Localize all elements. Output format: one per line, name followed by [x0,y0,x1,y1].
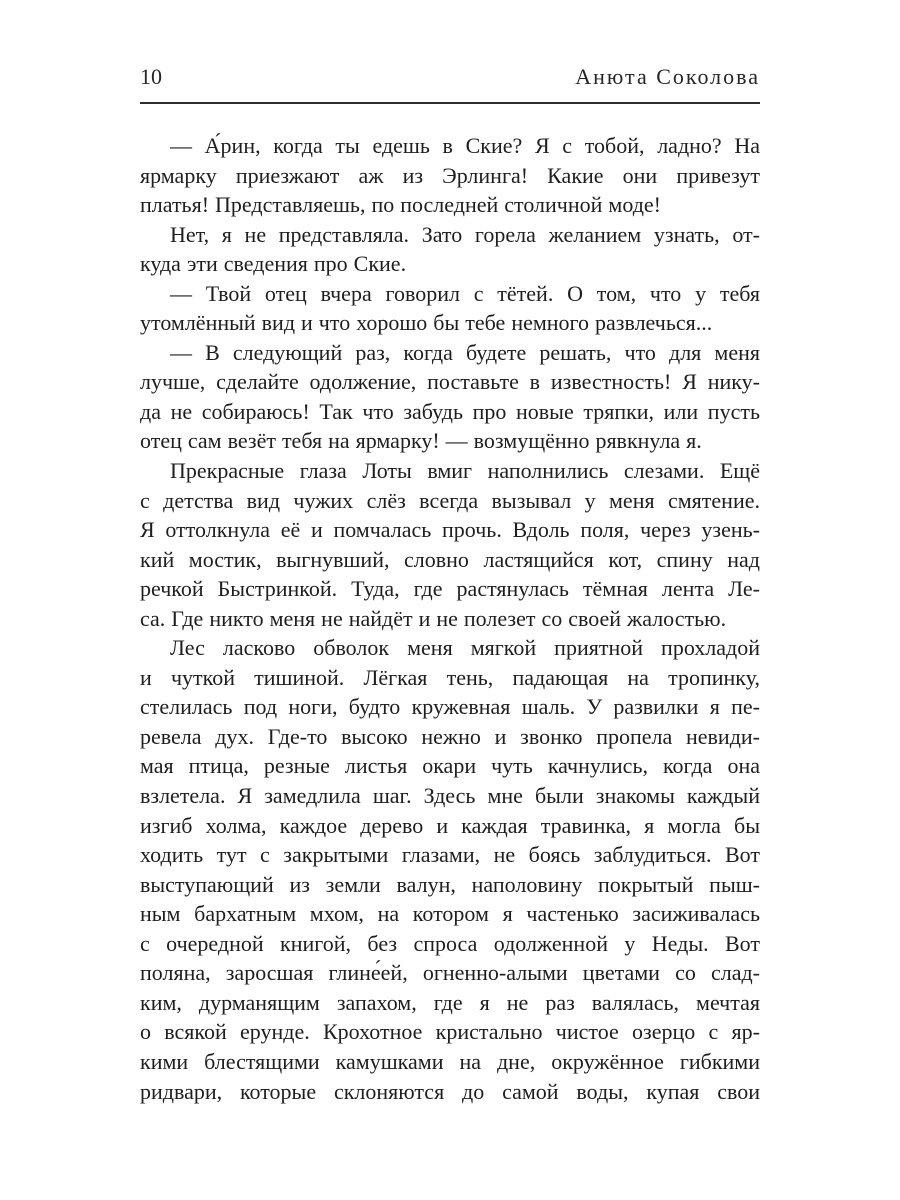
text-line: о всякой ерунде. Крохотное кристально чистое озерцо с яр- [140,1019,760,1045]
text-line: стелилась под ноги, будто кружевная шаль. У развилки я пе- [140,694,760,720]
text-line: Лес ласково обволок меня мягкой приятной прохладой [170,635,760,661]
text-line: утомлённый вид и что хорошо бы тебе немного развлечься... [140,310,713,336]
paragraph [140,131,760,220]
text-line: изгиб холма, каждое дерево и каждая травинка, я могла бы [140,812,760,838]
text-line: с детства вид чужих слёз всегда вызывал у меня смятение. [140,487,760,513]
text-line: Нет, я не представляла. Зато горела желанием узнать, от- [170,221,760,247]
text-line: мая птица, резные листья окари чуть качнулись, когда она [140,753,760,779]
text-line: ным бархатным мхом, на котором я частенько засиживалась [140,901,760,927]
text-line: да не собираюсь! Так что забудь про новые тряпки, или пусть [140,398,760,424]
text-line: взлетела. Я замедлила шаг. Здесь мне были знакомы каждый [140,783,760,809]
text-line: поляна, заросшая глине́ей, огненно-алыми цветами со слад- [140,960,760,986]
text-line: куда эти сведения про Ские. [140,251,407,277]
text-line: отец сам везёт тебя на ярмарку! — возмущённо рявкнула я. [140,428,702,454]
paragraph [140,220,760,279]
text-line: лучше, сделайте одолжение, поставьте в известность! Я нику- [140,369,760,395]
text-line: и чуткой тишиной. Лёгкая тень, падающая на тропинку, [140,664,760,690]
text-line: са. Где никто меня не найдёт и не полезет со своей жалостью. [140,605,727,631]
text-line: речкой Быстринкой. Туда, где растянулась тёмная лента Ле- [140,576,760,602]
text-line: Я оттолкнула её и помчалась прочь. Вдоль поля, через узень- [140,517,760,543]
paragraph [140,279,760,338]
text-line: — Твой отец вчера говорил с тётей. О том, что у тебя [170,280,760,306]
text-line: с очередной книгой, без спроса одолженной у Неды. Вот [140,930,760,956]
text-line: ким, дурманящим запахом, где я не раз валялась, мечтая [140,989,760,1015]
text-line: Прекрасные глаза Лоты вмиг наполнились слезами. Ещё [170,458,760,484]
text-line: ревела дух. Где-то высоко нежно и звонко пропела невиди- [140,723,760,749]
page-number: 10 [140,64,162,89]
header-divider [140,102,760,104]
page-header [140,64,760,90]
text-line: платья! Представляешь, по последней столичной моде! [140,192,661,218]
text-line: ярмарку приезжают аж из Эрлинга! Какие они привезут [140,162,760,188]
author-name: Анюта Соколова [575,64,760,89]
text-line: — В следующий раз, когда будете решать, что для меня [170,339,760,365]
text-line: — А́рин, когда ты едешь в Ские? Я с тобой, ладно? На [170,133,760,158]
paragraph [140,456,760,633]
text-line: кий мостик, выгнувший, словно ластящийся кот, спину над [140,546,760,572]
paragraph [140,633,760,1106]
page-body [140,131,760,1106]
text-line: ходить тут с закрытыми глазами, не боясь заблудиться. Вот [140,842,760,868]
text-line: выступающий из земли валун, наполовину покрытый пыш- [140,871,760,897]
paragraph [140,338,760,456]
text-line: кими блестящими камушками на дне, окружённое гибкими [140,1048,760,1074]
text-line: ридвари, которые склоняются до самой воды, купая свои [140,1078,760,1104]
